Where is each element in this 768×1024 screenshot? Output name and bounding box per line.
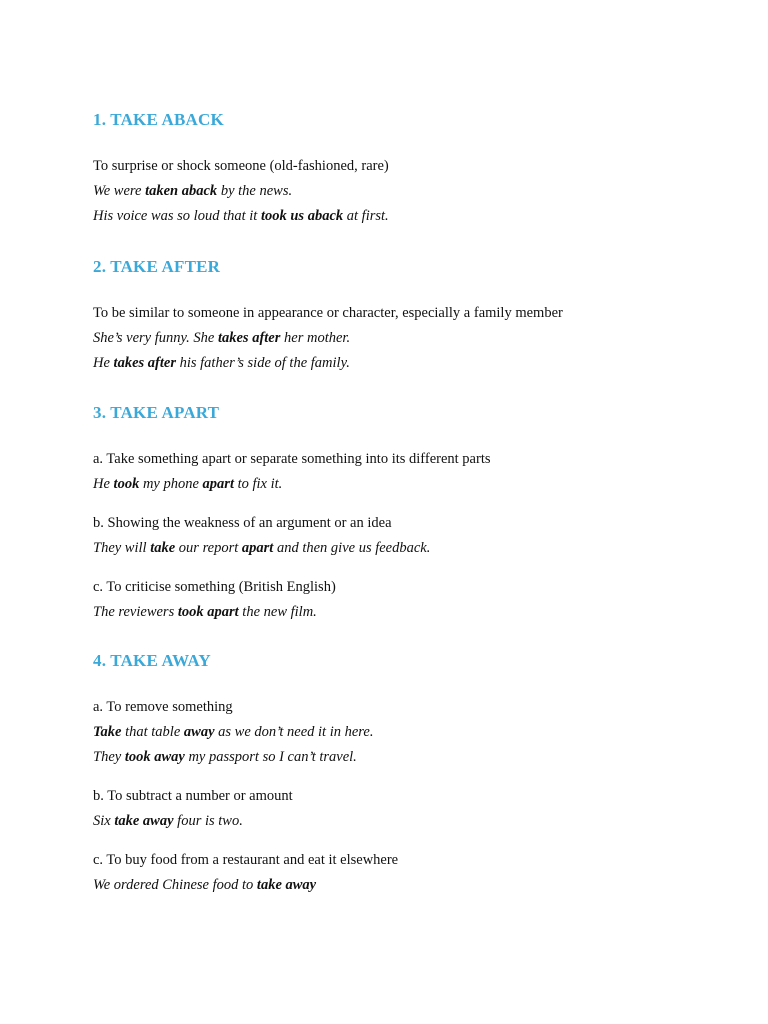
example-text: the new film.: [238, 604, 317, 620]
example-text: and then give us feedback.: [273, 540, 431, 556]
phrasal-verb-highlight: away: [183, 724, 215, 740]
example-text: by the news.: [217, 183, 293, 199]
phrasal-verb-highlight: taken aback: [145, 183, 218, 199]
phrasal-verb-highlight: take away: [114, 813, 174, 829]
example-sentence: [93, 748, 357, 766]
phrasal-verb-highlight: Take: [93, 724, 122, 740]
phrasal-verb-highlight: took apart: [177, 604, 239, 620]
phrasal-verb-highlight: apart: [241, 540, 274, 556]
example-text: We ordered Chinese food to: [93, 877, 257, 893]
example-text: Six: [93, 813, 115, 829]
example-text: my passport so I can’t travel.: [184, 749, 357, 765]
entry-heading: 3. TAKE APART: [93, 403, 220, 422]
phrasal-verb-highlight: takes after: [113, 355, 176, 371]
example-text: four is two.: [173, 813, 243, 829]
example-sentence: [93, 876, 316, 894]
definition-text: c. To criticise something (British English): [93, 579, 336, 595]
example-text: They will: [93, 540, 151, 556]
definition-text: To surprise or shock someone (old-fashioned, rare): [93, 158, 389, 174]
definition-text: a. To remove something: [93, 699, 233, 715]
example-sentence: [93, 354, 350, 372]
example-text: He: [93, 355, 114, 371]
example-text: our report: [175, 540, 242, 556]
example-sentence: [93, 475, 282, 493]
definition-text: c. To buy food from a restaurant and eat it elsewhere: [93, 852, 399, 868]
phrasal-verb-highlight: take away: [256, 877, 317, 893]
entry-heading: 2. TAKE AFTER: [93, 257, 221, 276]
entry-heading: 1. TAKE ABACK: [93, 110, 224, 129]
phrasal-verb-highlight: took us aback: [260, 208, 344, 224]
phrasal-verb-highlight: took away: [124, 749, 185, 765]
example-text: my phone: [139, 476, 203, 492]
entry-heading: 4. TAKE AWAY: [93, 651, 211, 670]
definition-text: b. To subtract a number or amount: [93, 788, 293, 804]
example-sentence: [93, 539, 430, 557]
definition-text: To be similar to someone in appearance or character, especially a family member: [93, 305, 563, 321]
example-text: They: [93, 749, 125, 765]
example-text: She’s very funny. She: [93, 330, 218, 346]
example-text: as we don’t need it in here.: [214, 724, 374, 740]
phrasal-verb-highlight: took: [113, 476, 140, 492]
example-sentence: [93, 603, 317, 621]
example-text: He: [93, 476, 114, 492]
example-sentence: [93, 812, 243, 830]
example-sentence: [93, 723, 373, 741]
example-text: to fix it.: [233, 476, 283, 492]
example-text: his father’s side of the family.: [175, 355, 350, 371]
example-text: that table: [121, 724, 184, 740]
example-text: her mother.: [280, 330, 351, 346]
phrasal-verb-highlight: take: [150, 540, 176, 556]
example-text: at first.: [343, 208, 389, 224]
example-text: His voice was so loud that it: [93, 208, 261, 224]
example-sentence: [93, 182, 292, 200]
example-sentence: [93, 329, 350, 347]
example-text: We were: [93, 183, 146, 199]
example-text: The reviewers: [93, 604, 178, 620]
definition-text: a. Take something apart or separate something into its different parts: [93, 451, 491, 467]
example-sentence: [93, 207, 389, 225]
phrasal-verb-highlight: apart: [202, 476, 234, 492]
phrasal-verb-highlight: takes after: [217, 330, 281, 346]
definition-text: b. Showing the weakness of an argument or an idea: [93, 515, 392, 531]
